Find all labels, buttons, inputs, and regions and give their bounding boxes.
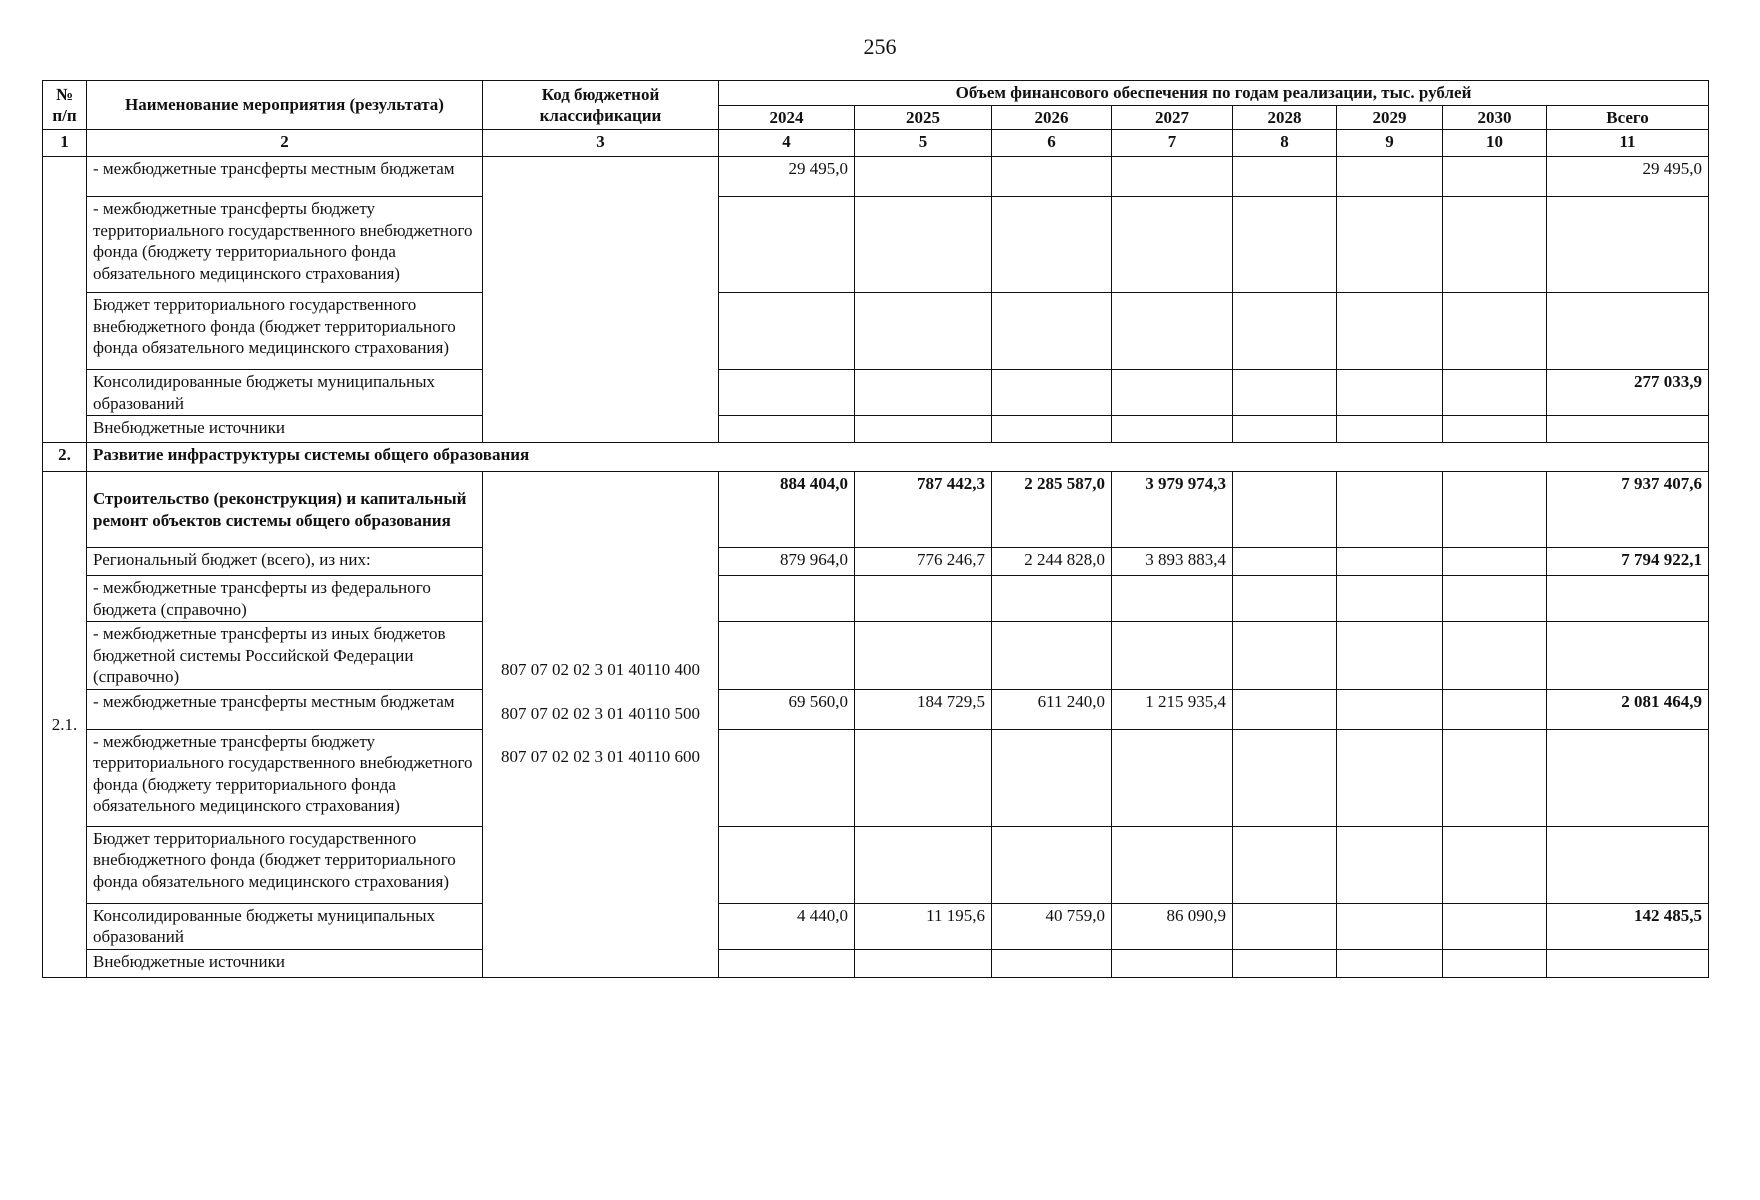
value-cell — [1337, 826, 1443, 903]
value-cell — [1337, 576, 1443, 622]
total-cell: 29 495,0 — [1547, 157, 1709, 197]
value-cell — [992, 622, 1112, 690]
row-name: - межбюджетные трансферты из федерального бюджета (справочно) — [87, 576, 483, 622]
header-year: 2029 — [1337, 105, 1443, 130]
value-cell — [1337, 903, 1443, 949]
value-cell: 884 404,0 — [719, 472, 855, 548]
value-cell — [719, 197, 855, 293]
column-index: 1 — [43, 130, 87, 157]
row-name: - межбюджетные трансферты местным бюджетам — [87, 157, 483, 197]
column-index: 9 — [1337, 130, 1443, 157]
value-cell — [1443, 903, 1547, 949]
value-cell — [1337, 949, 1443, 977]
section-title: Развитие инфраструктуры системы общего образования — [87, 443, 1709, 472]
total-cell — [1547, 197, 1709, 293]
row-name: - межбюджетные трансферты бюджету территориального государственного внебюджетного фонда (бюджету территориального фонда обязательного медицинского страхования) — [87, 197, 483, 293]
value-cell: 3 893 883,4 — [1112, 548, 1233, 576]
total-cell: 277 033,9 — [1547, 370, 1709, 416]
row-name: Консолидированные бюджеты муниципальных образований — [87, 903, 483, 949]
value-cell: 11 195,6 — [855, 903, 992, 949]
value-cell — [855, 197, 992, 293]
row-name: Бюджет территориального государственного внебюджетного фонда (бюджет территориального фонда обязательного медицинского страхования) — [87, 826, 483, 903]
value-cell: 2 285 587,0 — [992, 472, 1112, 548]
row-name: - межбюджетные трансферты из иных бюджетов бюджетной системы Российской Федерации (справочно) — [87, 622, 483, 690]
value-cell — [1233, 903, 1337, 949]
value-cell — [1337, 157, 1443, 197]
value-cell: 787 442,3 — [855, 472, 992, 548]
row-name: Консолидированные бюджеты муниципальных образований — [87, 370, 483, 416]
table-row — [43, 370, 1709, 416]
table-row — [43, 689, 1709, 729]
total-cell: 2 081 464,9 — [1547, 689, 1709, 729]
row-name: Внебюджетные источники — [87, 416, 483, 443]
value-cell — [1233, 472, 1337, 548]
value-cell — [1112, 370, 1233, 416]
value-cell — [855, 622, 992, 690]
column-index: 3 — [483, 130, 719, 157]
budget-code: 807 07 02 02 3 01 40110 500 — [500, 703, 701, 723]
value-cell — [1112, 729, 1233, 826]
column-index: 11 — [1547, 130, 1709, 157]
value-cell — [719, 370, 855, 416]
value-cell — [1443, 622, 1547, 690]
number-cell — [43, 157, 87, 443]
table-row — [43, 949, 1709, 977]
value-cell: 40 759,0 — [992, 903, 1112, 949]
value-cell — [1337, 197, 1443, 293]
table-row — [43, 293, 1709, 370]
value-cell — [1233, 548, 1337, 576]
section-number: 2. — [43, 443, 87, 472]
value-cell — [1112, 157, 1233, 197]
value-cell — [719, 826, 855, 903]
section-row — [43, 443, 1709, 472]
value-cell — [992, 576, 1112, 622]
header-volume: Объем финансового обеспечения по годам реализации, тыс. рублей — [719, 81, 1709, 106]
table-body — [43, 157, 1709, 978]
table-row — [43, 472, 1709, 548]
header-year: 2026 — [992, 105, 1112, 130]
value-cell — [992, 157, 1112, 197]
value-cell: 3 979 974,3 — [1112, 472, 1233, 548]
value-cell — [1337, 293, 1443, 370]
table-row — [43, 197, 1709, 293]
total-cell — [1547, 416, 1709, 443]
value-cell — [1443, 689, 1547, 729]
header-year: 2025 — [855, 105, 992, 130]
value-cell — [992, 416, 1112, 443]
column-index-row — [43, 130, 1709, 157]
value-cell: 86 090,9 — [1112, 903, 1233, 949]
value-cell: 879 964,0 — [719, 548, 855, 576]
value-cell — [992, 293, 1112, 370]
item-number: 2.1. — [43, 472, 87, 978]
code-cell — [483, 157, 719, 443]
value-cell — [1233, 197, 1337, 293]
value-cell — [719, 576, 855, 622]
row-name: Внебюджетные источники — [87, 949, 483, 977]
value-cell — [719, 293, 855, 370]
row-name: Региональный бюджет (всего), из них: — [87, 548, 483, 576]
total-cell: 7 937 407,6 — [1547, 472, 1709, 548]
value-cell — [1112, 949, 1233, 977]
value-cell — [1337, 416, 1443, 443]
value-cell — [1233, 157, 1337, 197]
total-cell — [1547, 576, 1709, 622]
budget-code: 807 07 02 02 3 01 40110 600 — [500, 747, 701, 766]
table-row — [43, 729, 1709, 826]
column-index: 6 — [992, 130, 1112, 157]
value-cell — [855, 729, 992, 826]
column-index: 2 — [87, 130, 483, 157]
value-cell — [1337, 689, 1443, 729]
value-cell — [1443, 472, 1547, 548]
value-cell — [1233, 622, 1337, 690]
value-cell — [1443, 157, 1547, 197]
row-name: - межбюджетные трансферты местным бюджетам — [87, 689, 483, 729]
value-cell: 29 495,0 — [719, 157, 855, 197]
value-cell — [1112, 416, 1233, 443]
value-cell — [1112, 622, 1233, 690]
value-cell: 184 729,5 — [855, 689, 992, 729]
value-cell: 4 440,0 — [719, 903, 855, 949]
value-cell — [1443, 826, 1547, 903]
header-year: 2030 — [1443, 105, 1547, 130]
header-year: 2027 — [1112, 105, 1233, 130]
total-cell — [1547, 826, 1709, 903]
page-number: 256 — [863, 34, 897, 59]
total-cell — [1547, 729, 1709, 826]
value-cell — [1233, 293, 1337, 370]
value-cell — [1233, 416, 1337, 443]
row-name: - межбюджетные трансферты бюджету территориального государственного внебюджетного фонда (бюджету территориального фонда обязательного медицинского страхования) — [87, 729, 483, 826]
value-cell — [719, 949, 855, 977]
value-cell — [1337, 472, 1443, 548]
value-cell — [1443, 293, 1547, 370]
column-index: 10 — [1443, 130, 1547, 157]
table-row — [43, 548, 1709, 576]
table-row — [43, 157, 1709, 197]
value-cell: 1 215 935,4 — [1112, 689, 1233, 729]
column-index: 7 — [1112, 130, 1233, 157]
value-cell — [1443, 370, 1547, 416]
table-row — [43, 576, 1709, 622]
value-cell — [1233, 826, 1337, 903]
value-cell — [1443, 729, 1547, 826]
value-cell — [1233, 729, 1337, 826]
value-cell — [855, 293, 992, 370]
budget-code: 807 07 02 02 3 01 40110 400 — [500, 660, 701, 679]
value-cell: 2 244 828,0 — [992, 548, 1112, 576]
value-cell — [1443, 576, 1547, 622]
value-cell — [719, 729, 855, 826]
value-cell — [855, 949, 992, 977]
value-cell — [1443, 416, 1547, 443]
value-cell — [1233, 689, 1337, 729]
column-index: 5 — [855, 130, 992, 157]
value-cell: 776 246,7 — [855, 548, 992, 576]
column-index: 4 — [719, 130, 855, 157]
value-cell — [992, 370, 1112, 416]
value-cell — [1112, 197, 1233, 293]
value-cell — [1337, 370, 1443, 416]
header-code: Код бюджетной классификации — [483, 81, 719, 130]
value-cell — [719, 416, 855, 443]
value-cell — [992, 197, 1112, 293]
value-cell — [1233, 949, 1337, 977]
value-cell — [1443, 949, 1547, 977]
value-cell — [1443, 197, 1547, 293]
value-cell: 611 240,0 — [992, 689, 1112, 729]
row-name: Бюджет территориального государственного внебюджетного фонда (бюджет территориального фонда обязательного медицинского страхования) — [87, 293, 483, 370]
value-cell — [855, 826, 992, 903]
value-cell — [1112, 576, 1233, 622]
value-cell — [992, 949, 1112, 977]
value-cell — [855, 157, 992, 197]
header-total: Всего — [1547, 105, 1709, 130]
code-cell — [483, 472, 719, 978]
value-cell — [1233, 576, 1337, 622]
header-name: Наименование мероприятия (результата) — [87, 81, 483, 130]
total-cell: 142 485,5 — [1547, 903, 1709, 949]
value-cell — [1112, 826, 1233, 903]
table-row — [43, 826, 1709, 903]
value-cell — [1337, 548, 1443, 576]
value-cell — [992, 729, 1112, 826]
value-cell — [1337, 729, 1443, 826]
header-year: 2024 — [719, 105, 855, 130]
value-cell — [992, 826, 1112, 903]
header-year: 2028 — [1233, 105, 1337, 130]
total-cell — [1547, 293, 1709, 370]
value-cell — [719, 622, 855, 690]
column-index: 8 — [1233, 130, 1337, 157]
value-cell — [1337, 622, 1443, 690]
value-cell — [1233, 370, 1337, 416]
table-row — [43, 416, 1709, 443]
total-cell — [1547, 622, 1709, 690]
budget-table — [42, 80, 1709, 978]
value-cell: 69 560,0 — [719, 689, 855, 729]
value-cell — [1112, 293, 1233, 370]
total-cell — [1547, 949, 1709, 977]
value-cell — [855, 416, 992, 443]
value-cell — [855, 576, 992, 622]
value-cell — [855, 370, 992, 416]
total-cell: 7 794 922,1 — [1547, 548, 1709, 576]
value-cell — [1443, 548, 1547, 576]
table-row — [43, 903, 1709, 949]
header-number: № п/п — [43, 81, 87, 130]
row-name: Строительство (реконструкция) и капитальный ремонт объектов системы общего образования — [87, 472, 483, 548]
table-row — [43, 622, 1709, 690]
